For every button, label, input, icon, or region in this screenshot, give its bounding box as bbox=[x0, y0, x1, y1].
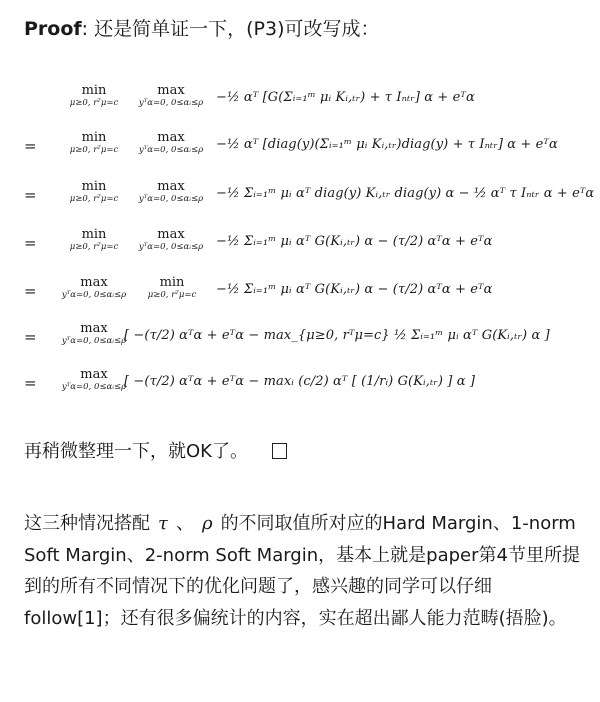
operator-constraint: yᵀα=0, 0≤αᵢ≤ρ bbox=[61, 382, 127, 392]
equals-sign: = bbox=[24, 328, 37, 346]
equation-row bbox=[0, 226, 600, 264]
rho-symbol: ρ bbox=[201, 513, 213, 534]
equation-row bbox=[0, 366, 600, 404]
operator-name: min bbox=[81, 83, 107, 98]
operator-constraint: yᵀα=0, 0≤αᵢ≤ρ bbox=[138, 98, 204, 108]
operator-name: max bbox=[157, 130, 185, 145]
tau-symbol: τ bbox=[158, 513, 168, 534]
inner-operator bbox=[118, 84, 224, 109]
operator-name: min bbox=[81, 227, 107, 242]
operator-constraint: μ≥0, rᵀμ=c bbox=[147, 290, 197, 300]
equals-sign: = bbox=[24, 374, 37, 392]
paragraph-part2: 的不同取值所对应的Hard Margin、1-norm Soft Margin、2-norm Soft Margin，基本上就是paper第4节里所提到的所有不同情况下的优化问题了，感兴趣的同学可以仔细follow[1]；还有很多偏统计的内容，实在超出鄙人能力范畴(捂脸)。 bbox=[24, 513, 580, 629]
equation-expression: −½ Σᵢ₌₁ᵐ μᵢ αᵀ G(Kᵢ,ₜᵣ) α − (τ/2) αᵀα + eᵀα bbox=[216, 234, 493, 249]
equation-row bbox=[0, 274, 600, 312]
equation-expression: −½ αᵀ [G(Σᵢ₌₁ᵐ μᵢ Kᵢ,ₜᵣ) + τ Iₙₜᵣ] α + eᵀα bbox=[216, 90, 475, 105]
paragraph-part1: 这三种情况搭配 bbox=[24, 513, 150, 534]
equals-sign: = bbox=[24, 137, 37, 155]
equation-expression: [ −(τ/2) αᵀα + eᵀα − maxᵢ (c/2) αᵀ [ (1/rᵢ) G(Kᵢ,ₜᵣ) ] α ] bbox=[124, 374, 475, 389]
operator-name: max bbox=[157, 83, 185, 98]
conclusion-line bbox=[24, 438, 287, 466]
operator-constraint: yᵀα=0, 0≤αᵢ≤ρ bbox=[138, 194, 204, 204]
equals-sign: = bbox=[24, 234, 37, 252]
qed-square-icon bbox=[272, 443, 287, 459]
equation-row bbox=[0, 178, 600, 216]
operator-constraint: μ≥0, rᵀμ=c bbox=[69, 98, 119, 108]
operator-constraint: yᵀα=0, 0≤αᵢ≤ρ bbox=[138, 242, 204, 252]
operator-name: max bbox=[80, 367, 108, 382]
paragraph-separator: 、 bbox=[175, 513, 194, 534]
proof-label: Proof bbox=[24, 18, 82, 40]
equals-sign: = bbox=[24, 282, 37, 300]
operator-name: max bbox=[157, 227, 185, 242]
operator-constraint: yᵀα=0, 0≤αᵢ≤ρ bbox=[61, 290, 127, 300]
operator-constraint: μ≥0, rᵀμ=c bbox=[69, 145, 119, 155]
explanation-paragraph bbox=[24, 508, 580, 634]
proof-text: : 还是简单证一下，(P3)可改写成： bbox=[81, 18, 380, 40]
inner-operator bbox=[124, 276, 220, 301]
operator-name: min bbox=[81, 179, 107, 194]
inner-operator bbox=[118, 228, 224, 253]
equation-expression: −½ Σᵢ₌₁ᵐ μᵢ αᵀ G(Kᵢ,ₜᵣ) α − (τ/2) αᵀα + eᵀα bbox=[216, 282, 493, 297]
equation-expression: [ −(τ/2) αᵀα + eᵀα − max_{μ≥0, rᵀμ=c} ½ Σᵢ₌₁ᵐ μᵢ αᵀ G(Kᵢ,ₜᵣ) α ] bbox=[124, 328, 550, 343]
proof-intro bbox=[24, 15, 380, 43]
equation-row bbox=[0, 129, 600, 167]
operator-name: max bbox=[157, 179, 185, 194]
operator-name: max bbox=[80, 275, 108, 290]
inner-operator bbox=[118, 131, 224, 156]
operator-constraint: μ≥0, rᵀμ=c bbox=[69, 194, 119, 204]
operator-name: min bbox=[81, 130, 107, 145]
operator-constraint: yᵀα=0, 0≤αᵢ≤ρ bbox=[61, 336, 127, 346]
operator-constraint: yᵀα=0, 0≤αᵢ≤ρ bbox=[138, 145, 204, 155]
equation-row bbox=[0, 82, 600, 120]
operator-name: max bbox=[80, 321, 108, 336]
equation-expression: −½ αᵀ [diag(y)(Σᵢ₌₁ᵐ μᵢ Kᵢ,ₜᵣ)diag(y) + τ Iₙₜᵣ] α + eᵀα bbox=[216, 137, 558, 152]
equals-sign: = bbox=[24, 186, 37, 204]
operator-constraint: μ≥0, rᵀμ=c bbox=[69, 242, 119, 252]
equation-row bbox=[0, 320, 600, 358]
equation-expression: −½ Σᵢ₌₁ᵐ μᵢ αᵀ diag(y) Kᵢ,ₜᵣ diag(y) α − ½ αᵀ τ Iₙₜᵣ α + eᵀα bbox=[216, 186, 595, 201]
conclusion-text: 再稍微整理一下，就OK了。 bbox=[24, 441, 248, 462]
inner-operator bbox=[118, 180, 224, 205]
operator-name: min bbox=[159, 275, 185, 290]
